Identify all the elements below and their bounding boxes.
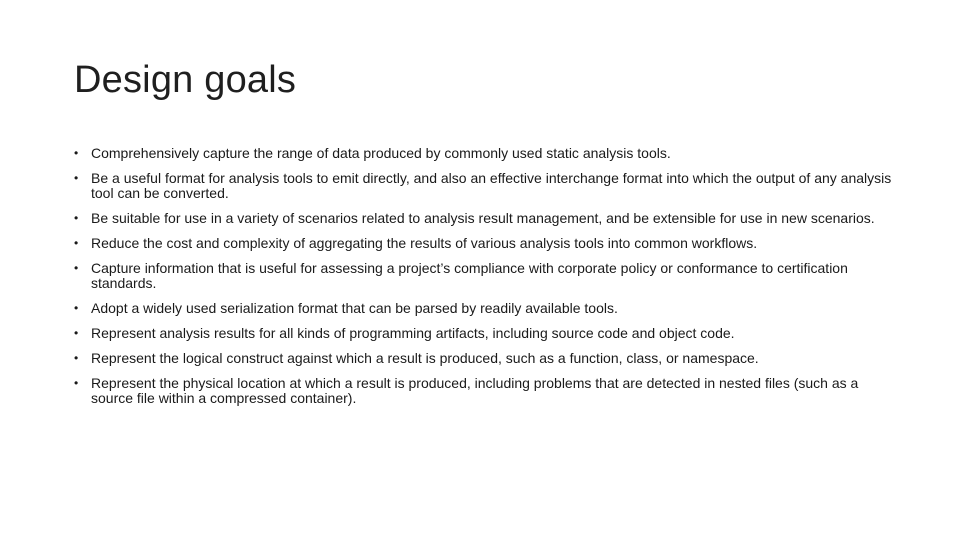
bullet-item [74,326,894,341]
bullet-marker: • [74,211,79,225]
bullet-marker: • [74,351,79,365]
bullet-text: Represent the logical construct against which a result is produced, such as a function, class, or namespace. [91,350,759,366]
bullet-marker: • [74,146,79,160]
bullet-marker: • [74,171,79,185]
bullet-item [74,351,894,366]
bullet-list [74,146,894,416]
bullet-text: Reduce the cost and complexity of aggregating the results of various analysis tools into common workflows. [91,235,758,251]
bullet-text: Represent the physical location at which a result is produced, including problems that are detected in nested files (such as a source file within a compressed container). [91,375,859,406]
bullet-text: Be a useful format for analysis tools to emit directly, and also an effective interchange format into which the output of any analysis tool can be converted. [91,170,892,201]
bullet-marker: • [74,236,79,250]
bullet-text: Adopt a widely used serialization format that can be parsed by readily available tools. [91,300,618,316]
bullet-marker: • [74,261,79,275]
bullet-item [74,236,894,251]
bullet-item [74,261,894,291]
bullet-text: Capture information that is useful for assessing a project’s compliance with corporate policy or conformance to certification standards. [91,260,848,291]
bullet-item [74,301,894,316]
bullet-marker: • [74,326,79,340]
bullet-text: Represent analysis results for all kinds of programming artifacts, including source code and object code. [91,325,735,341]
bullet-item [74,211,894,226]
bullet-text: Be suitable for use in a variety of scenarios related to analysis result management, and be extensible for use in new scenarios. [91,210,875,226]
bullet-marker: • [74,376,79,390]
bullet-item [74,171,894,201]
bullet-item [74,146,894,161]
bullet-item [74,376,894,406]
slide-title: Design goals [74,59,297,101]
bullet-text: Comprehensively capture the range of data produced by commonly used static analysis tools. [91,145,671,161]
bullet-marker: • [74,301,79,315]
